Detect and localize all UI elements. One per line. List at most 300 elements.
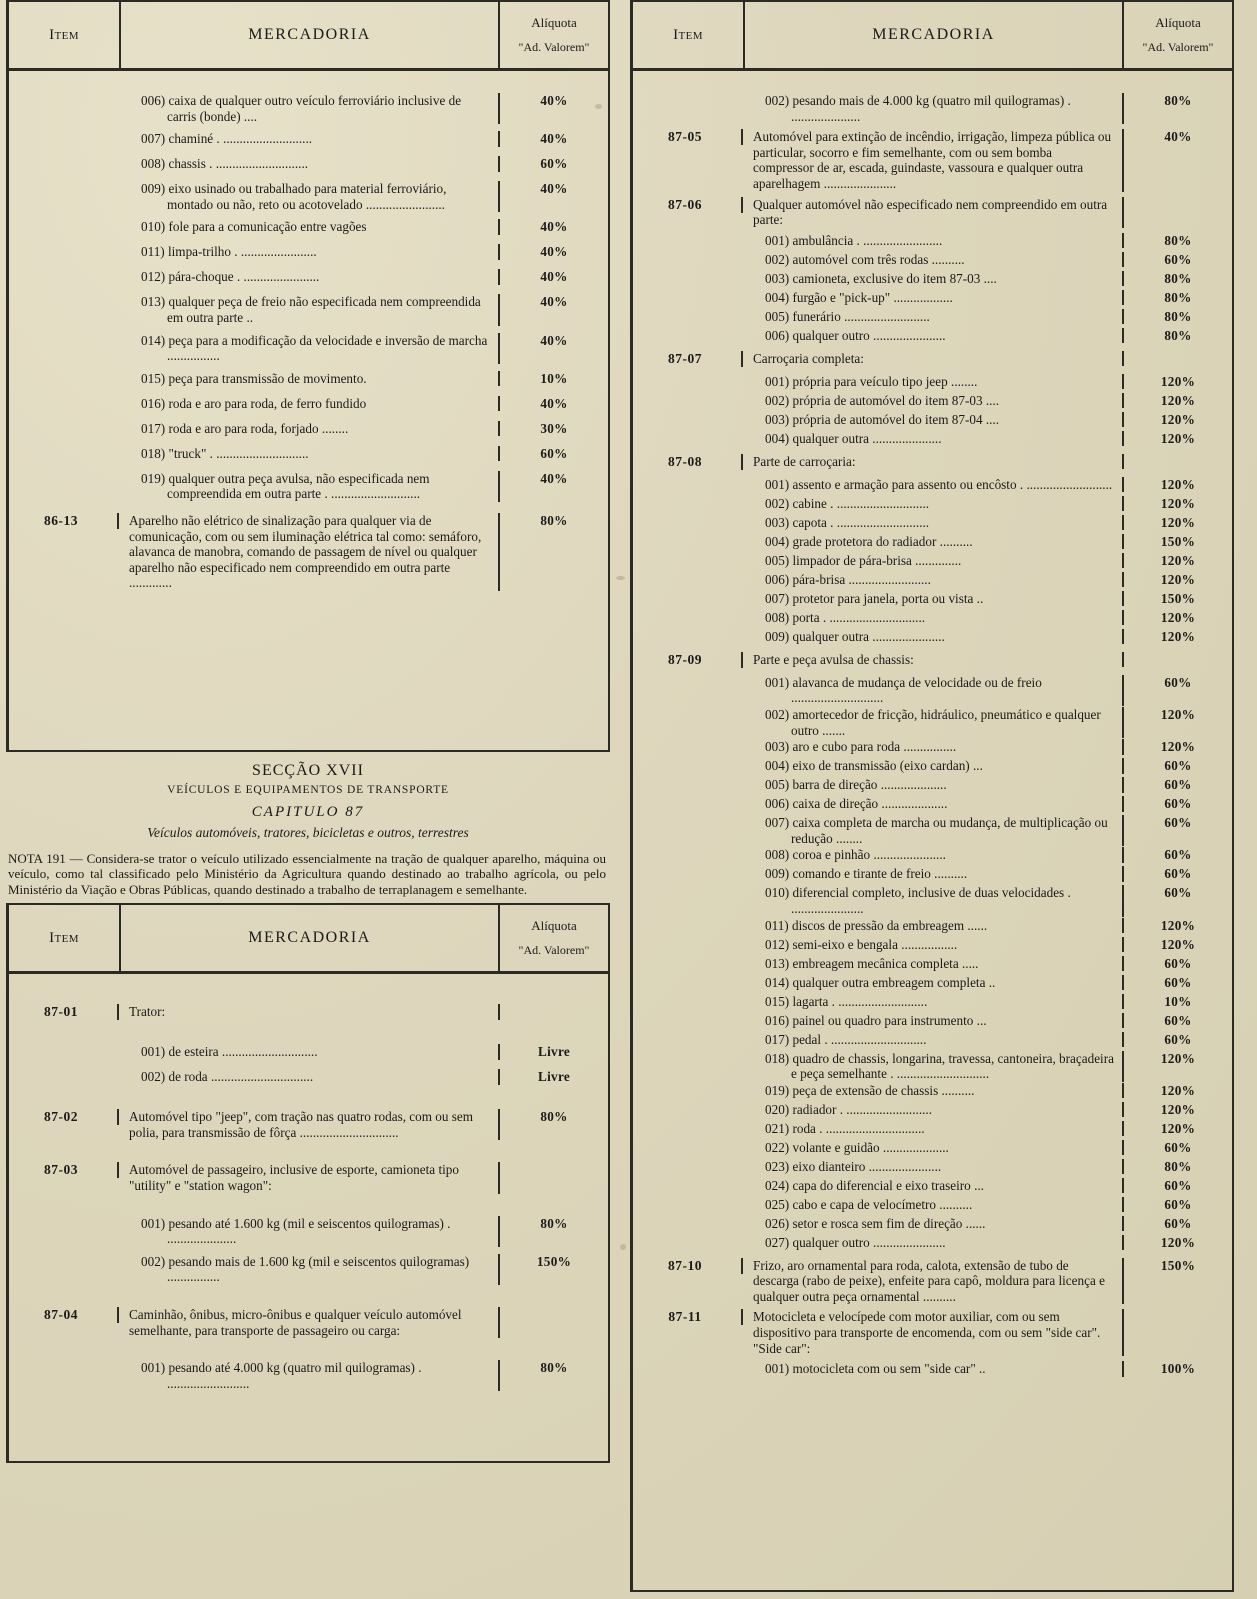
header-aliquota-line2: "Ad. Valorem" <box>518 943 590 958</box>
table-row <box>633 866 1232 884</box>
row-description: 004) grade protetora do radiador .......... <box>743 534 1124 550</box>
table-row <box>633 1309 1232 1356</box>
table-row <box>9 1004 608 1022</box>
table-row <box>9 446 608 464</box>
table-row <box>9 371 608 389</box>
row-aliquota: 40% <box>540 294 568 310</box>
scan-speck <box>616 576 625 580</box>
table-row <box>633 393 1232 411</box>
row-gap <box>9 439 608 446</box>
row-aliquota: 80% <box>540 1360 568 1376</box>
table-row <box>9 1044 608 1062</box>
header-item: Item <box>9 2 121 68</box>
row-gap <box>9 262 608 269</box>
row-aliquota: 120% <box>1160 1101 1196 1117</box>
left-column <box>6 0 610 1599</box>
row-description: 010) fole para a comunicação entre vagões <box>119 219 500 235</box>
row-description: 002) pesando mais de 4.000 kg (quatro mil quilogramas) . ..................... <box>743 93 1124 124</box>
row-description: 022) volante e guidão .................... <box>743 1140 1124 1156</box>
row-description: 004) qualquer outra ..................... <box>743 431 1124 447</box>
row-description: 019) qualquer outra peça avulsa, não especificada nem compreendida em outra parte . ........................... <box>119 471 500 502</box>
row-description: 018) quadro de chassis, longarina, travessa, cantoneira, braçadeira e peça semelhante . ............................ <box>743 1051 1124 1082</box>
row-aliquota: 120% <box>1160 1120 1196 1136</box>
table-row <box>633 454 1232 472</box>
scan-speck <box>595 104 602 109</box>
table-row <box>633 847 1232 865</box>
row-description: 016) painel ou quadro para instrumento ... <box>743 1013 1124 1029</box>
row-aliquota: 120% <box>1160 1082 1196 1098</box>
row-aliquota: 60% <box>1164 1031 1192 1047</box>
row-item-code: 87-02 <box>9 1109 119 1125</box>
table-row <box>9 181 608 212</box>
table-row <box>633 994 1232 1012</box>
row-aliquota: 120% <box>1160 706 1196 722</box>
table-row <box>9 269 608 287</box>
row-item-code: 87-11 <box>633 1309 743 1325</box>
row-aliquota: 10% <box>540 370 568 386</box>
row-aliquota: 60% <box>1164 777 1192 793</box>
tariff-table-86 <box>6 0 610 752</box>
row-aliquota: 80% <box>1164 93 1192 108</box>
row-gap <box>9 1194 608 1216</box>
row-aliquota: 40% <box>540 332 568 348</box>
row-description: Motocicleta e velocípede com motor auxiliar, com ou sem dispositivo para transporte de encomenda, com ou sem "side car". "Side car": <box>743 1309 1124 1356</box>
table-row <box>633 477 1232 495</box>
row-description: 005) barra de direção .................... <box>743 777 1124 793</box>
table-row <box>9 131 608 149</box>
row-description: 014) peça para a modificação da velocidade e inversão de marcha ................ <box>119 333 500 364</box>
row-aliquota: 120% <box>1160 373 1196 389</box>
row-description: 007) chaminé . ........................... <box>119 131 500 147</box>
row-description: 003) aro e cubo para roda ................ <box>743 739 1124 755</box>
chapter-subtitle: Veículos automóveis, tratores, bicicletas e outros, terrestres <box>147 825 469 840</box>
row-description: 011) limpa-trilho . ....................... <box>119 244 500 260</box>
table-row <box>633 885 1232 916</box>
row-aliquota: 60% <box>540 156 568 172</box>
table-row <box>633 1140 1232 1158</box>
row-description: 012) pára-choque . ....................... <box>119 269 500 285</box>
table-row <box>9 219 608 237</box>
row-aliquota: 60% <box>1164 251 1192 267</box>
row-description: 011) discos de pressão da embreagem ...... <box>743 918 1124 934</box>
table-row <box>633 815 1232 846</box>
table-row <box>9 1069 608 1087</box>
table-row <box>633 1083 1232 1101</box>
row-aliquota: 120% <box>1160 917 1196 933</box>
row-description: 013) embreagem mecânica completa ..... <box>743 956 1124 972</box>
table-row <box>9 93 608 124</box>
row-description: 008) coroa e pinhão ...................... <box>743 847 1124 863</box>
row-aliquota: 120% <box>1160 739 1196 755</box>
row-description: 006) caixa de direção .................... <box>743 796 1124 812</box>
row-description: 001) motocicleta com ou sem "side car" .. <box>743 1361 1124 1377</box>
row-aliquota: 40% <box>540 181 568 197</box>
table-row <box>9 1109 608 1140</box>
row-gap <box>9 1087 608 1109</box>
table-row <box>633 975 1232 993</box>
row-description: 009) comando e tirante de freio .......... <box>743 866 1124 882</box>
row-description: 001) assento e armação para assento ou encôsto . .......................... <box>743 477 1124 493</box>
row-gap <box>9 1338 608 1360</box>
row-gap <box>9 414 608 421</box>
table-row <box>633 534 1232 552</box>
table-row <box>633 610 1232 628</box>
row-aliquota: 120% <box>1160 495 1196 511</box>
row-aliquota: 120% <box>1160 392 1196 408</box>
row-gap <box>9 287 608 294</box>
row-description: 004) eixo de transmissão (eixo cardan) ... <box>743 758 1124 774</box>
row-aliquota: 10% <box>1164 993 1192 1009</box>
row-gap <box>9 389 608 396</box>
row-gap <box>9 174 608 181</box>
row-description: Automóvel de passageiro, inclusive de esporte, camioneta tipo "utility" e "station wagon": <box>119 1162 500 1193</box>
table-row <box>633 591 1232 609</box>
row-description: 023) eixo dianteiro ...................... <box>743 1159 1124 1175</box>
row-aliquota: 120% <box>1160 609 1196 625</box>
row-description: Aparelho não elétrico de sinalização para qualquer via de comunicação, com ou sem iluminação elétrica tal como: semáforo, alavanca de manobra, comando de passagem de nível ou qualquer aparelho não especificado nem compreendido em outra parte ............. <box>119 513 500 591</box>
section-title: SECÇÃO XVII <box>252 762 364 779</box>
table-row <box>633 1159 1232 1177</box>
row-gap <box>9 1022 608 1044</box>
row-aliquota: 60% <box>1164 1177 1192 1193</box>
row-aliquota: 150% <box>1160 590 1196 606</box>
table-row <box>633 1051 1232 1082</box>
table-row <box>633 1032 1232 1050</box>
row-description: 018) "truck" . ............................ <box>119 446 500 462</box>
table-row <box>633 937 1232 955</box>
row-item-code: 87-09 <box>633 652 743 668</box>
header-item: Item <box>9 905 121 971</box>
table-row <box>633 351 1232 369</box>
table-row <box>9 513 608 591</box>
chapter-note: NOTA 191 — Considera-se trator o veículo utilizado essencialmente na tração de qualquer aparelho, máquina ou veículo, como tal classificado pelo Ministério da Agricultura quando destinado ao trabalho agrícola, ou pelo Ministério da Viação e Obras Públicas, quando destinado a trabalho de terraplanagem e semelhante. <box>8 851 606 897</box>
row-aliquota: 40% <box>540 269 568 285</box>
row-aliquota: 40% <box>540 470 568 486</box>
row-description: 013) qualquer peça de freio não especificada nem compreendida em outra parte .. <box>119 294 500 325</box>
row-aliquota: 60% <box>1164 974 1192 990</box>
row-aliquota: 40% <box>540 219 568 235</box>
row-description: 001) pesando até 1.600 kg (mil e seiscentos quilogramas) . ..................... <box>119 1216 500 1247</box>
row-description: 007) caixa completa de marcha ou mudança, de multiplicação ou redução ........ <box>743 815 1124 846</box>
row-aliquota: 40% <box>540 93 568 108</box>
table-row <box>9 471 608 502</box>
row-gap <box>9 1247 608 1254</box>
row-gap <box>9 124 608 131</box>
table-row <box>633 233 1232 251</box>
row-description: 008) porta . ............................. <box>743 610 1124 626</box>
table-row <box>9 244 608 262</box>
table-row <box>633 515 1232 533</box>
table-row <box>633 652 1232 670</box>
row-description: 017) roda e aro para roda, forjado ........ <box>119 421 500 437</box>
row-description: Caminhão, ônibus, micro-ônibus e qualquer veículo automóvel semelhante, para transporte de passageiro ou carga: <box>119 1307 500 1338</box>
row-item-code: 87-10 <box>633 1258 743 1274</box>
row-aliquota: 60% <box>1164 847 1192 863</box>
table-body <box>633 71 1232 1384</box>
row-aliquota: 60% <box>1164 1215 1192 1231</box>
row-item-code: 87-05 <box>633 129 743 145</box>
chapter-title: CAPITULO 87 <box>251 804 365 820</box>
table-row <box>633 1121 1232 1139</box>
row-description: Parte e peça avulsa de chassis: <box>743 652 1124 668</box>
row-description: 001) de esteira ............................. <box>119 1044 500 1060</box>
row-gap <box>9 464 608 471</box>
table-row <box>633 431 1232 449</box>
table-row <box>633 918 1232 936</box>
table-row <box>633 796 1232 814</box>
table-row <box>9 1254 608 1285</box>
row-aliquota: 120% <box>1160 571 1196 587</box>
row-description: 021) roda . .............................. <box>743 1121 1124 1137</box>
row-description: Trator: <box>119 1004 500 1020</box>
row-item-code: 87-07 <box>633 351 743 367</box>
table-row <box>633 290 1232 308</box>
table-row <box>633 197 1232 228</box>
row-item-code: 87-01 <box>9 1004 119 1020</box>
row-gap <box>633 1379 1232 1384</box>
row-description: Parte de carroçaria: <box>743 454 1124 470</box>
row-description: 006) qualquer outro ...................... <box>743 328 1124 344</box>
table-row <box>633 956 1232 974</box>
table-body <box>9 71 608 602</box>
row-description: 005) funerário .......................... <box>743 309 1124 325</box>
scan-speck <box>620 1244 626 1250</box>
table-row <box>9 396 608 414</box>
row-description: 003) capota . ............................ <box>743 515 1124 531</box>
row-aliquota: 150% <box>1160 533 1196 549</box>
header-aliquota-line2: "Ad. Valorem" <box>518 39 590 54</box>
header-aliquota <box>500 2 608 68</box>
table-row <box>9 156 608 174</box>
table-row <box>633 777 1232 795</box>
table-row <box>633 1197 1232 1215</box>
row-gap <box>9 1391 608 1413</box>
row-description: Automóvel tipo "jeep", com tração nas quatro rodas, com ou sem polia, para transmissão de fôrça .............................. <box>119 1109 500 1140</box>
row-aliquota: 120% <box>1160 411 1196 427</box>
row-description: 002) pesando mais de 1.600 kg (mil e seiscentos quilogramas) ................ <box>119 1254 500 1285</box>
row-aliquota: 80% <box>540 1215 568 1231</box>
row-aliquota: 60% <box>1164 815 1192 831</box>
table-top-padding <box>9 71 608 93</box>
header-aliquota-line1: Alíquota <box>531 15 577 31</box>
row-aliquota: 80% <box>540 1109 568 1125</box>
row-description: 002) própria de automóvel do item 87-03 .... <box>743 393 1124 409</box>
row-description: Frizo, aro ornamental para roda, calota, extensão de tubo de descarga (rabo de peixe), enfeite para capô, moldura para licença e qualquer outra peça ornamental .......... <box>743 1258 1124 1305</box>
right-column <box>630 0 1234 1599</box>
row-description: 006) caixa de qualquer outro veículo ferroviário inclusive de carris (bonde) .... <box>119 93 500 124</box>
row-description: 015) peça para transmissão de movimento. <box>119 371 500 387</box>
table-row <box>633 1216 1232 1234</box>
table-row <box>633 1178 1232 1196</box>
row-description: 003) camioneta, exclusive do item 87-03 .... <box>743 271 1124 287</box>
row-description: 005) limpador de pára-brisa .............. <box>743 553 1124 569</box>
row-aliquota: 120% <box>1160 936 1196 952</box>
table-header-row <box>633 2 1232 71</box>
table-row <box>9 1216 608 1247</box>
row-aliquota: 60% <box>540 445 568 461</box>
row-aliquota: 60% <box>1164 885 1192 901</box>
row-aliquota: 120% <box>1160 514 1196 530</box>
row-aliquota: 120% <box>1160 628 1196 644</box>
header-aliquota <box>1124 2 1232 68</box>
table-row <box>633 374 1232 392</box>
table-row <box>633 1235 1232 1253</box>
header-aliquota-line1: Alíquota <box>1155 15 1201 31</box>
header-mercadoria: MERCADORIA <box>121 2 500 68</box>
tariff-table-87 <box>6 903 610 1463</box>
row-aliquota: 150% <box>536 1253 572 1269</box>
row-description: 002) amortecedor de fricção, hidráulico, pneumático e qualquer outro ....... <box>743 707 1124 738</box>
row-aliquota: 80% <box>1164 232 1192 248</box>
row-description: 004) furgão e "pick-up" .................. <box>743 290 1124 306</box>
table-row <box>633 1102 1232 1120</box>
table-row <box>9 294 608 325</box>
table-row <box>633 739 1232 757</box>
row-aliquota: 80% <box>1164 308 1192 324</box>
table-row <box>633 309 1232 327</box>
table-row <box>633 629 1232 647</box>
row-aliquota: 60% <box>1164 866 1192 882</box>
row-description: 003) própria de automóvel do item 87-04 .... <box>743 412 1124 428</box>
row-aliquota: 40% <box>1164 129 1192 145</box>
row-description: 008) chassis . ............................ <box>119 156 500 172</box>
row-description: Carroçaria completa: <box>743 351 1124 367</box>
row-aliquota: 150% <box>1160 1257 1196 1273</box>
row-aliquota: 60% <box>1164 674 1192 690</box>
row-gap <box>9 149 608 156</box>
header-item: Item <box>633 2 745 68</box>
table-row <box>633 675 1232 706</box>
row-aliquota: Livre <box>537 1069 571 1085</box>
table-row <box>9 333 608 364</box>
table-row <box>633 758 1232 776</box>
row-aliquota: 60% <box>1164 796 1192 812</box>
row-item-code: 87-08 <box>633 454 743 470</box>
row-description: 020) radiador . .......................... <box>743 1102 1124 1118</box>
row-gap <box>9 502 608 513</box>
table-row <box>633 129 1232 191</box>
row-aliquota: 60% <box>1164 955 1192 971</box>
row-description: 009) qualquer outra ...................... <box>743 629 1124 645</box>
row-aliquota: 40% <box>540 244 568 260</box>
header-mercadoria: MERCADORIA <box>121 905 500 971</box>
row-aliquota: 120% <box>1160 552 1196 568</box>
row-description: 002) cabine . ............................ <box>743 496 1124 512</box>
row-aliquota: 60% <box>1164 1196 1192 1212</box>
row-gap <box>9 212 608 219</box>
row-gap <box>9 1140 608 1162</box>
row-description: Automóvel para extinção de incêndio, irrigação, limpeza pública ou particular, socorro e fim semelhante, com ou sem bomba compressor de ar, escada, guindaste, vassoura e qualquer outra aparelhagem ...................... <box>743 129 1124 191</box>
row-aliquota: 60% <box>1164 758 1192 774</box>
row-description: 001) alavanca de mudança de velocidade ou de freio ............................ <box>743 675 1124 706</box>
header-aliquota-line1: Alíquota <box>531 918 577 934</box>
table-top-padding <box>633 71 1232 93</box>
row-aliquota: 80% <box>1164 1158 1192 1174</box>
row-aliquota: 40% <box>540 395 568 411</box>
row-description: 016) roda e aro para roda, de ferro fundido <box>119 396 500 412</box>
section-subtitle: VEÍCULOS E EQUIPAMENTOS DE TRANSPORTE <box>167 784 449 796</box>
row-item-code: 87-03 <box>9 1162 119 1178</box>
header-mercadoria: MERCADORIA <box>745 2 1124 68</box>
row-item-code: 87-04 <box>9 1307 119 1323</box>
row-aliquota: 60% <box>1164 1012 1192 1028</box>
table-header-row <box>9 905 608 974</box>
row-description: 015) lagarta . ........................... <box>743 994 1124 1010</box>
row-aliquota: 80% <box>1164 289 1192 305</box>
tariff-table-87-continued <box>630 0 1234 1592</box>
table-row <box>9 421 608 439</box>
row-description: 017) pedal . ............................. <box>743 1032 1124 1048</box>
table-row <box>633 1013 1232 1031</box>
row-aliquota: 30% <box>540 420 568 436</box>
row-aliquota: 60% <box>1164 1139 1192 1155</box>
row-gap <box>9 364 608 371</box>
table-row <box>633 93 1232 124</box>
row-description: 009) eixo usinado ou trabalhado para material ferroviário, montado ou não, reto ou acotovelado ........................ <box>119 181 500 212</box>
row-description: 002) de roda ............................... <box>119 1069 500 1085</box>
row-gap <box>9 1062 608 1069</box>
row-gap <box>9 326 608 333</box>
row-description: 012) semi-eixo e bengala ................. <box>743 937 1124 953</box>
table-row <box>9 1360 608 1391</box>
table-header-row <box>9 2 608 71</box>
row-description: 010) diferencial completo, inclusive de duas velocidades . ...................... <box>743 885 1124 916</box>
row-description: 002) automóvel com três rodas .......... <box>743 252 1124 268</box>
table-row <box>633 553 1232 571</box>
row-description: 001) pesando até 4.000 kg (quatro mil quilogramas) . ......................... <box>119 1360 500 1391</box>
row-description: Qualquer automóvel não especificado nem compreendido em outra parte: <box>743 197 1124 228</box>
row-description: 006) pára-brisa ......................... <box>743 572 1124 588</box>
row-item-code: 87-06 <box>633 197 743 213</box>
row-description: 001) ambulância . ........................ <box>743 233 1124 249</box>
table-row <box>9 1162 608 1193</box>
row-description: 026) setor e rosca sem fim de direção ...... <box>743 1216 1124 1232</box>
row-description: 027) qualquer outro ...................... <box>743 1235 1124 1251</box>
row-aliquota: 120% <box>1160 1050 1196 1066</box>
row-gap <box>9 591 608 602</box>
header-aliquota <box>500 905 608 971</box>
table-row <box>633 328 1232 346</box>
row-aliquota: 120% <box>1160 476 1196 492</box>
row-aliquota: Livre <box>537 1044 571 1060</box>
table-row <box>633 1361 1232 1379</box>
table-row <box>9 1307 608 1338</box>
row-gap <box>9 237 608 244</box>
row-aliquota: 80% <box>540 512 568 528</box>
row-aliquota: 80% <box>1164 270 1192 286</box>
table-row <box>633 1258 1232 1305</box>
table-row <box>633 271 1232 289</box>
table-top-padding <box>9 974 608 1004</box>
table-row <box>633 496 1232 514</box>
row-description: 001) própria para veículo tipo jeep ........ <box>743 374 1124 390</box>
row-description: 024) capa do diferencial e eixo traseiro ... <box>743 1178 1124 1194</box>
row-aliquota: 40% <box>540 131 568 147</box>
row-gap <box>9 1285 608 1307</box>
row-description: 014) qualquer outra embreagem completa .. <box>743 975 1124 991</box>
table-row <box>633 412 1232 430</box>
row-item-code: 86-13 <box>9 513 119 529</box>
row-aliquota: 120% <box>1160 1234 1196 1250</box>
row-aliquota: 80% <box>1164 327 1192 343</box>
section-heading-block <box>6 752 610 903</box>
row-aliquota: 120% <box>1160 430 1196 446</box>
row-aliquota: 100% <box>1160 1361 1196 1377</box>
table-row <box>633 572 1232 590</box>
row-description: 025) cabo e capa de velocímetro .......... <box>743 1197 1124 1213</box>
table-row <box>633 252 1232 270</box>
header-aliquota-line2: "Ad. Valorem" <box>1142 39 1214 54</box>
